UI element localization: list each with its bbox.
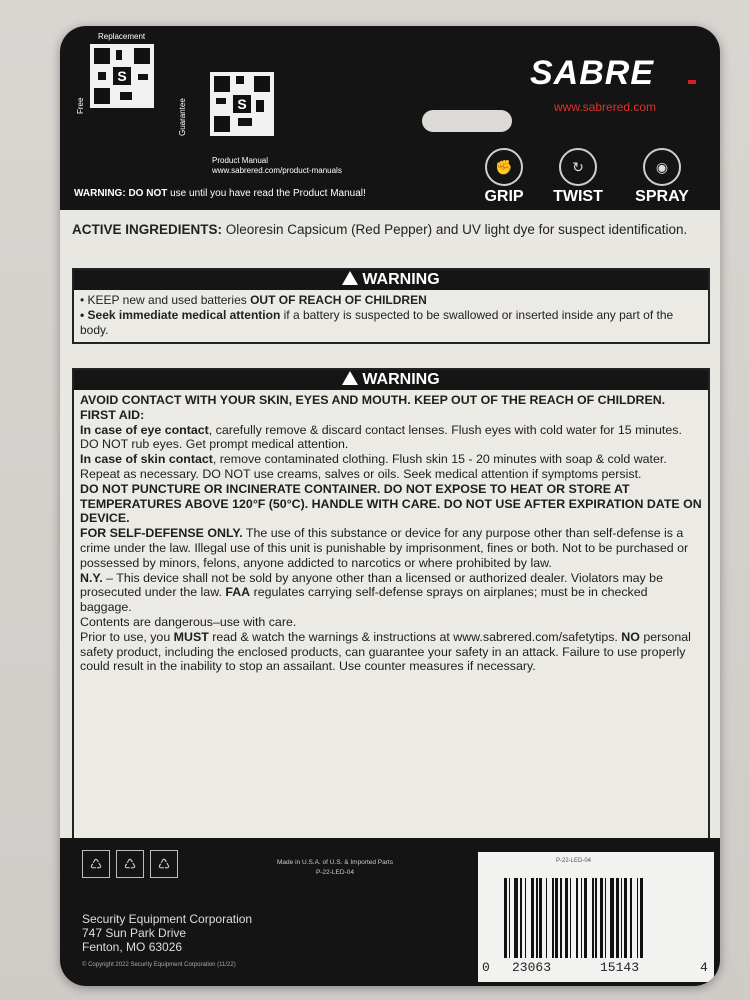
qr-label-right: Guarantee — [178, 98, 187, 136]
barcode-bar — [581, 878, 583, 958]
barcode-bar — [520, 878, 522, 958]
step-spray: ◉ SPRAY — [632, 148, 692, 206]
barcode-bar — [592, 878, 594, 958]
prior-to-use-text: Prior to use, you MUST read & watch the warnings & instructions at www.sabrered.com/safetytips. NO personal safety product, including the enclosed products, can guarantee your safety in an attack. Failure to use properly could result in the inability to stop an assailant. Use counter measures if necessary. — [80, 629, 691, 674]
barcode-bar — [576, 878, 578, 958]
replacement-qr-code[interactable]: S — [90, 44, 154, 108]
battery-warning-box — [72, 268, 710, 344]
main-warning-header: WARNING — [74, 370, 708, 390]
barcode — [504, 878, 692, 958]
bottom-band — [60, 838, 720, 986]
sabre-logo: SABRE — [530, 54, 655, 92]
barcode-bar — [536, 878, 538, 958]
barcode-bar — [610, 878, 615, 958]
self-defense-text: FOR SELF-DEFENSE ONLY. The use of this substance or device for any purpose other than self-defense is a crime under the law. Illegal use of this unit is punishable by imprisonment, fines or both. Not to be purchased or possessed by minors, felons, anyone addicted to narcotics or where prohibited by law. — [80, 526, 689, 570]
barcode-bar — [616, 878, 619, 958]
top-band — [60, 26, 720, 210]
logo-accent-mark — [688, 80, 696, 84]
warning-triangle-icon — [342, 271, 358, 285]
hang-hole — [422, 110, 512, 132]
battery-warning-header: WARNING — [74, 270, 708, 290]
barcode-bar — [504, 878, 507, 958]
hand-twist-icon: ↻ — [559, 148, 597, 186]
package-card — [60, 26, 720, 986]
contents-dangerous-text: Contents are dangerous–use with care. — [80, 614, 297, 629]
active-ingredients: ACTIVE INGREDIENTS: Oleoresin Capsicum (Red Pepper) and UV light dye for suspect identification. — [72, 222, 688, 237]
barcode-bar — [552, 878, 554, 958]
copyright-text: © Copyright 2022 Security Equipment Corporation (11/22) — [82, 962, 236, 968]
qr-manual-label: Product Manual — [212, 156, 269, 165]
barcode-bar — [621, 878, 623, 958]
battery-warning-line-1: • KEEP new and used batteries OUT OF REACH OF CHILDREN — [80, 293, 427, 307]
avoid-contact-text: AVOID CONTACT WITH YOUR SKIN, EYES AND MOUTH. KEEP OUT OF THE REACH OF CHILDREN. — [80, 393, 666, 407]
product-manual-qr-code[interactable]: S — [210, 72, 274, 136]
recycle-icon: ♺ — [150, 850, 178, 878]
barcode-bar — [630, 878, 632, 958]
made-in-text: Made in U.S.A. of U.S. & Imported Parts P-22-LED-04 — [277, 859, 393, 876]
barcode-bar — [539, 878, 542, 958]
barcode-bar — [546, 878, 548, 958]
barcode-bar — [565, 878, 568, 958]
battery-warning-line-2: • Seek immediate medical attention if a battery is suspected to be swallowed or inserted inside any part of the body. — [80, 308, 674, 337]
step-twist: ↻ TWIST — [548, 148, 608, 206]
hand-grip-icon: ✊ — [485, 148, 523, 186]
barcode-bar — [514, 878, 519, 958]
company-address: Security Equipment Corporation 747 Sun Park Drive Fenton, MO 63026 — [82, 912, 253, 954]
first-aid-heading: FIRST AID: — [80, 407, 145, 422]
qr-label-top: Replacement — [98, 32, 146, 41]
barcode-bar — [525, 878, 527, 958]
step-grip: ✊ GRIP — [474, 148, 534, 206]
barcode-code: P-22-LED-04 — [556, 858, 592, 864]
barcode-bar — [555, 878, 558, 958]
qr-manual-url: www.sabrered.com/product-manuals — [212, 166, 342, 175]
barcode-bar — [531, 878, 534, 958]
recycle-icon: ♺ — [82, 850, 110, 878]
main-warning-box — [72, 368, 710, 840]
ny-faa-text: N.Y. – This device shall not be sold by anyone other than a licensed or authorized dealer. Violators may be prosecuted under the law. FAA regulates carrying self-defense sprays on airplanes; must be in checked baggage. — [80, 570, 663, 615]
barcode-bar — [637, 878, 639, 958]
barcode-bar — [570, 878, 572, 958]
barcode-bar — [560, 878, 562, 958]
eye-contact-text: In case of eye contact, carefully remove & discard contact lenses. Flush eyes with cold water for 15 minutes. DO NOT rub eyes. Get prompt medical attention. — [80, 422, 682, 452]
brand-url: www.sabrered.com — [554, 100, 657, 114]
barcode-bar — [584, 878, 587, 958]
warning-triangle-icon — [342, 371, 358, 385]
barcode-bar — [509, 878, 511, 958]
skin-contact-text: In case of skin contact, remove contaminated clothing. Flush skin 15 - 20 minutes with soap & cold water. Repeat as necessary. DO NOT use creams, salves or oils. Seek medical attention if symptoms persist. — [80, 452, 667, 481]
barcode-bar — [605, 878, 607, 958]
barcode-label: P-22-LED-04 0 23063 15143 4 — [478, 852, 714, 982]
barcode-bar — [640, 878, 643, 958]
puncture-warning-text: DO NOT PUNCTURE OR INCINERATE CONTAINER. DO NOT EXPOSE TO HEAT OR STORE AT TEMPERATURES ABOVE 120°F (50°C). HANDLE WITH CARE. DO NOT USE AFTER EXPIRATION DATE ON DEVICE. — [80, 481, 702, 526]
barcode-bar — [595, 878, 597, 958]
manual-warning: WARNING: DO NOT use until you have read the Product Manual! — [74, 188, 366, 199]
spray-icon: ◉ — [643, 148, 681, 186]
recycle-icon: ♺ — [116, 850, 144, 878]
qr-label-left: Free — [76, 97, 85, 114]
barcode-bar — [624, 878, 627, 958]
barcode-bar — [600, 878, 603, 958]
